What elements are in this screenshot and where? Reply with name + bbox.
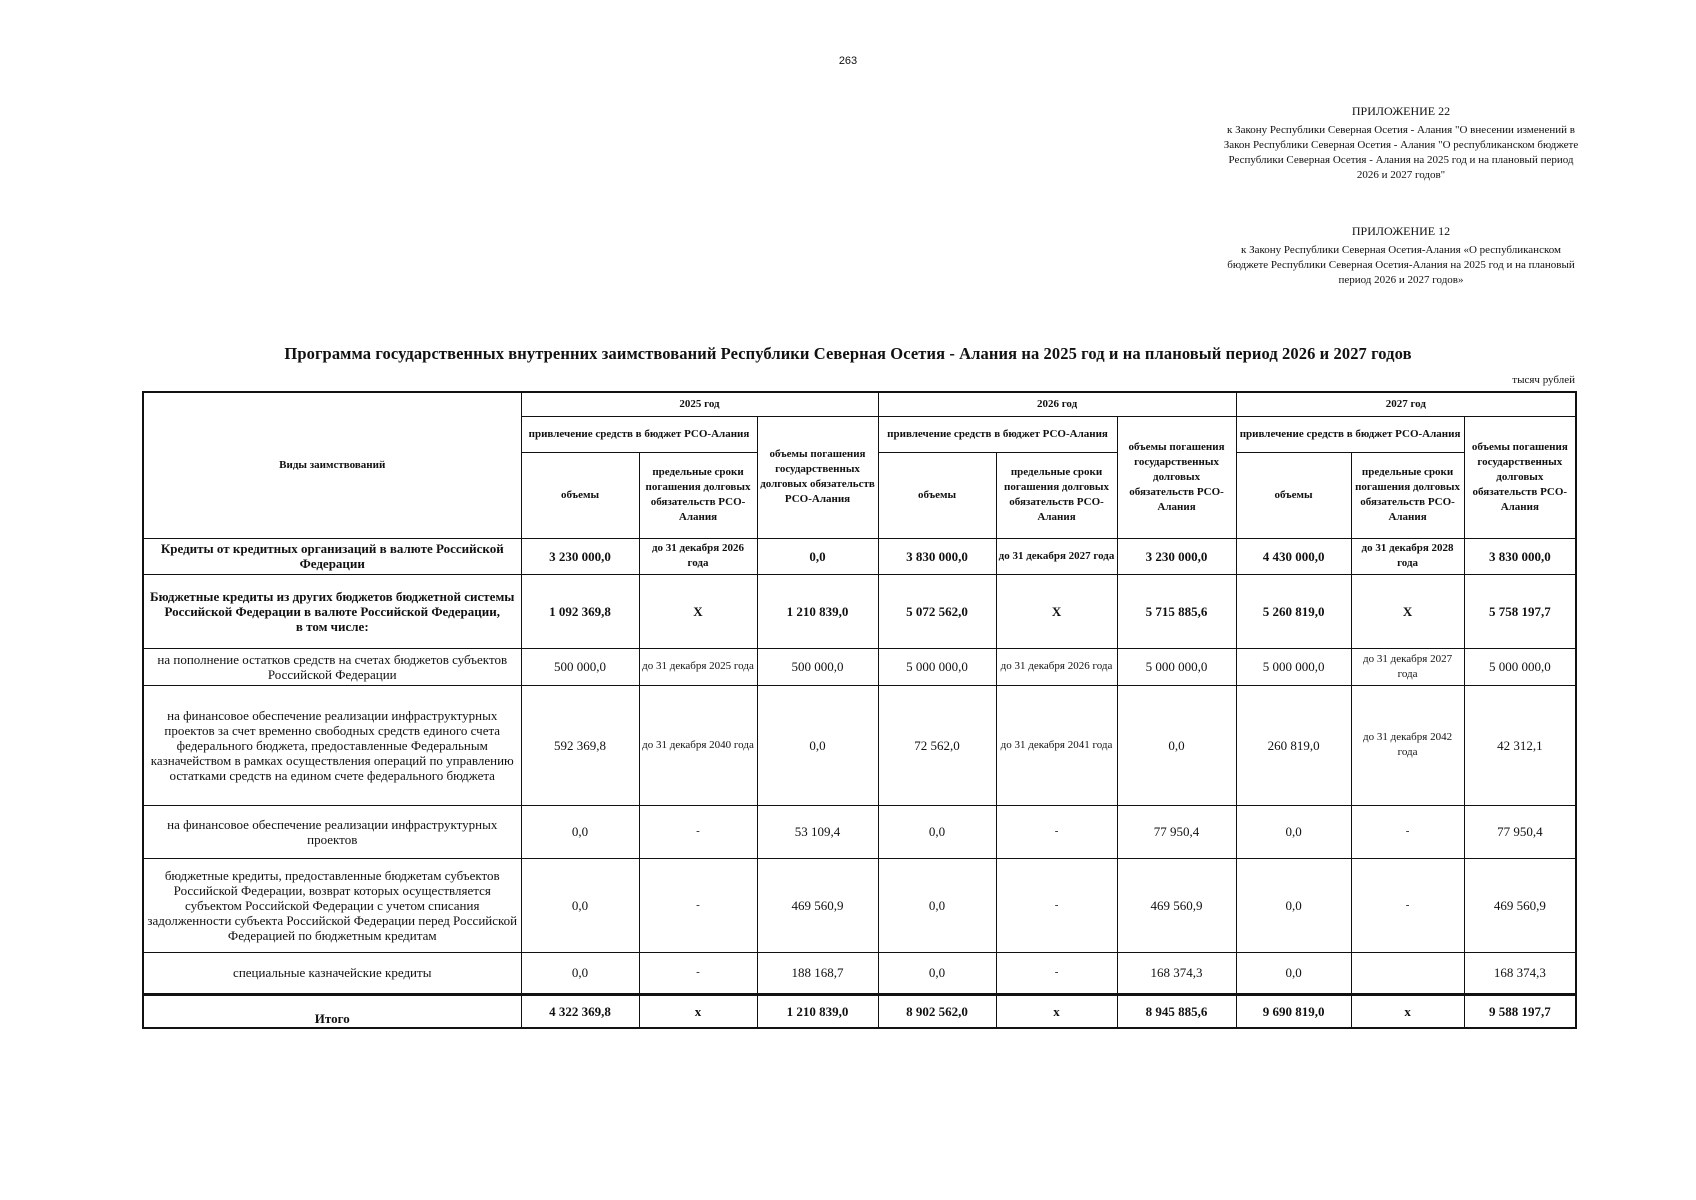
cell-repay-2025: 469 560,9 [757, 858, 878, 952]
cell-repay-2027: 5 758 197,7 [1464, 574, 1576, 648]
header-volumes-2026: объемы [878, 452, 996, 538]
header-attract-2027: привлечение средств в бюджет РСО-Алания [1236, 416, 1464, 452]
header-terms-2026: предельные сроки погашения долговых обязательств РСО-Алания [996, 452, 1117, 538]
header-repay-2026: объемы погашения государственных долговых обязательств РСО-Алания [1117, 416, 1236, 538]
cell-repay-2027: 77 950,4 [1464, 805, 1576, 858]
cell-term-2026: - [996, 858, 1117, 952]
page-number: 263 [838, 55, 858, 67]
table-row [143, 538, 1576, 574]
cell-volume-2025: 592 369,8 [521, 685, 639, 805]
cell-repay-2025: 188 168,7 [757, 952, 878, 994]
cell-term-2025: до 31 декабря 2026 года [639, 538, 757, 574]
cell-volume-2027: 4 430 000,0 [1236, 538, 1351, 574]
cell-term-2026: - [996, 805, 1117, 858]
cell-term-2025: - [639, 952, 757, 994]
cell-repay-2025: 0,0 [757, 538, 878, 574]
row-label: Кредиты от кредитных организаций в валюте Российской Федерации [143, 538, 521, 574]
cell-term-2027: - [1351, 858, 1464, 952]
cell-volume-2026: 5 000 000,0 [878, 648, 996, 685]
table-row [143, 858, 1576, 952]
cell-repay-2026: 0,0 [1117, 685, 1236, 805]
cell-repay-2025: 53 109,4 [757, 805, 878, 858]
table-row [143, 574, 1576, 648]
total-repay-2026: 8 945 885,6 [1117, 994, 1236, 1028]
row-label: на финансовое обеспечение реализации инфраструктурных проектов за счет временно свободных средств единого счета федерального бюджета, предоставленные Федеральным казначейством в рамках осуществления операций по управлению остатками средств на едином счете федерального бюджета [143, 685, 521, 805]
cell-volume-2025: 0,0 [521, 858, 639, 952]
row-label: на финансовое обеспечение реализации инфраструктурных проектов [143, 805, 521, 858]
cell-repay-2026: 168 374,3 [1117, 952, 1236, 994]
cell-term-2025: до 31 декабря 2040 года [639, 685, 757, 805]
table-row [143, 952, 1576, 994]
cell-term-2025: - [639, 805, 757, 858]
row-label: бюджетные кредиты, предоставленные бюджетам субъектов Российской Федерации, возврат которых осуществляется субъектом Российской Федерации с учетом списания задолженности субъекта Российской Федерации перед Российской Федерацией по бюджетным кредитам [143, 858, 521, 952]
header-attract-2025: привлечение средств в бюджет РСО-Алания [521, 416, 757, 452]
cell-repay-2026: 469 560,9 [1117, 858, 1236, 952]
cell-repay-2027: 168 374,3 [1464, 952, 1576, 994]
cell-repay-2025: 500 000,0 [757, 648, 878, 685]
total-volume-2025: 4 322 369,8 [521, 994, 639, 1028]
cell-volume-2027: 0,0 [1236, 805, 1351, 858]
total-term-2026: х [996, 994, 1117, 1028]
row-label [143, 574, 521, 648]
total-term-2027: х [1351, 994, 1464, 1028]
cell-volume-2026: 0,0 [878, 858, 996, 952]
cell-volume-2026: 5 072 562,0 [878, 574, 996, 648]
appendix-12-text: к Закону Республики Северная Осетия-Алания «О республиканском бюджете Республики Северная Осетия-Алания на 2025 год и на плановый период 2026 и 2027 годов» [1227, 244, 1575, 286]
header-terms-2027: предельные сроки погашения долговых обязательств РСО-Алания [1351, 452, 1464, 538]
units-label: тысяч рублей [1512, 374, 1575, 386]
table-row [143, 805, 1576, 858]
cell-volume-2025: 1 092 369,8 [521, 574, 639, 648]
cell-term-2025: до 31 декабря 2025 года [639, 648, 757, 685]
header-volumes-2025: объемы [521, 452, 639, 538]
header-kind: Виды заимствований [143, 392, 521, 538]
header-year-2025: 2025 год [521, 392, 878, 416]
total-repay-2027: 9 588 197,7 [1464, 994, 1576, 1028]
cell-repay-2026: 5 000 000,0 [1117, 648, 1236, 685]
cell-volume-2027: 0,0 [1236, 858, 1351, 952]
cell-term-2027: до 31 декабря 2042 года [1351, 685, 1464, 805]
table-row [143, 685, 1576, 805]
row-label-main: Бюджетные кредиты из других бюджетов бюджетной системы Российской Федерации в валюте Российской Федерации, [150, 588, 515, 619]
total-row [143, 994, 1576, 1028]
cell-volume-2026: 0,0 [878, 805, 996, 858]
cell-term-2027: до 31 декабря 2028 года [1351, 538, 1464, 574]
total-term-2025: х [639, 994, 757, 1028]
cell-repay-2026: 77 950,4 [1117, 805, 1236, 858]
header-volumes-2027: объемы [1236, 452, 1351, 538]
cell-volume-2027: 5 000 000,0 [1236, 648, 1351, 685]
cell-volume-2025: 3 230 000,0 [521, 538, 639, 574]
total-label: Итого [143, 994, 521, 1028]
total-volume-2027: 9 690 819,0 [1236, 994, 1351, 1028]
cell-repay-2025: 0,0 [757, 685, 878, 805]
borrowing-program-table [142, 391, 1577, 1029]
row-label: специальные казначейские кредиты [143, 952, 521, 994]
appendix-22-text: к Закону Республики Северная Осетия - Алания "О внесении изменений в Закон Республики Северная Осетия - Алания "О республиканском бюджете Республики Северная Осетия - Алания на 2025 год и на плановый период 2026 и 2027 годов" [1223, 124, 1579, 181]
cell-term-2027: до 31 декабря 2027 года [1351, 648, 1464, 685]
header-year-2027: 2027 год [1236, 392, 1576, 416]
table-row [143, 648, 1576, 685]
total-repay-2025: 1 210 839,0 [757, 994, 878, 1028]
cell-term-2027 [1351, 952, 1464, 994]
header-year-2026: 2026 год [878, 392, 1236, 416]
cell-repay-2027: 469 560,9 [1464, 858, 1576, 952]
cell-repay-2025: 1 210 839,0 [757, 574, 878, 648]
cell-repay-2026: 3 230 000,0 [1117, 538, 1236, 574]
appendix-22-block [1222, 104, 1580, 183]
cell-volume-2025: 0,0 [521, 805, 639, 858]
appendix-12-block [1222, 224, 1580, 288]
cell-term-2027: - [1351, 805, 1464, 858]
cell-term-2025: Х [639, 574, 757, 648]
header-repay-2027: объемы погашения государственных долговых обязательств РСО-Алания [1464, 416, 1576, 538]
appendix-12-title: ПРИЛОЖЕНИЕ 12 [1351, 224, 1451, 238]
cell-term-2026: Х [996, 574, 1117, 648]
cell-term-2026: до 31 декабря 2041 года [996, 685, 1117, 805]
cell-volume-2026: 0,0 [878, 952, 996, 994]
header-terms-2025: предельные сроки погашения долговых обязательств РСО-Алания [639, 452, 757, 538]
appendix-22-title: ПРИЛОЖЕНИЕ 22 [1351, 104, 1451, 118]
cell-volume-2026: 72 562,0 [878, 685, 996, 805]
total-volume-2026: 8 902 562,0 [878, 994, 996, 1028]
header-repay-2025: объемы погашения государственных долговых обязательств РСО-Алания [757, 416, 878, 538]
document-title: Программа государственных внутренних заимствований Республики Северная Осетия - Алания на 2025 год и на плановый период 2026 и 2027 годов [284, 344, 1412, 363]
cell-term-2026: - [996, 952, 1117, 994]
row-label: на пополнение остатков средств на счетах бюджетов субъектов Российской Федерации [143, 648, 521, 685]
cell-volume-2025: 0,0 [521, 952, 639, 994]
row-label-sub: в том числе: [295, 618, 369, 634]
cell-volume-2027: 260 819,0 [1236, 685, 1351, 805]
cell-volume-2027: 0,0 [1236, 952, 1351, 994]
cell-repay-2027: 5 000 000,0 [1464, 648, 1576, 685]
cell-volume-2025: 500 000,0 [521, 648, 639, 685]
cell-term-2026: до 31 декабря 2026 года [996, 648, 1117, 685]
cell-repay-2027: 42 312,1 [1464, 685, 1576, 805]
cell-volume-2026: 3 830 000,0 [878, 538, 996, 574]
cell-repay-2026: 5 715 885,6 [1117, 574, 1236, 648]
header-attract-2026: привлечение средств в бюджет РСО-Алания [878, 416, 1117, 452]
cell-term-2026: до 31 декабря 2027 года [996, 538, 1117, 574]
cell-repay-2027: 3 830 000,0 [1464, 538, 1576, 574]
cell-term-2025: - [639, 858, 757, 952]
cell-term-2027: Х [1351, 574, 1464, 648]
cell-volume-2027: 5 260 819,0 [1236, 574, 1351, 648]
